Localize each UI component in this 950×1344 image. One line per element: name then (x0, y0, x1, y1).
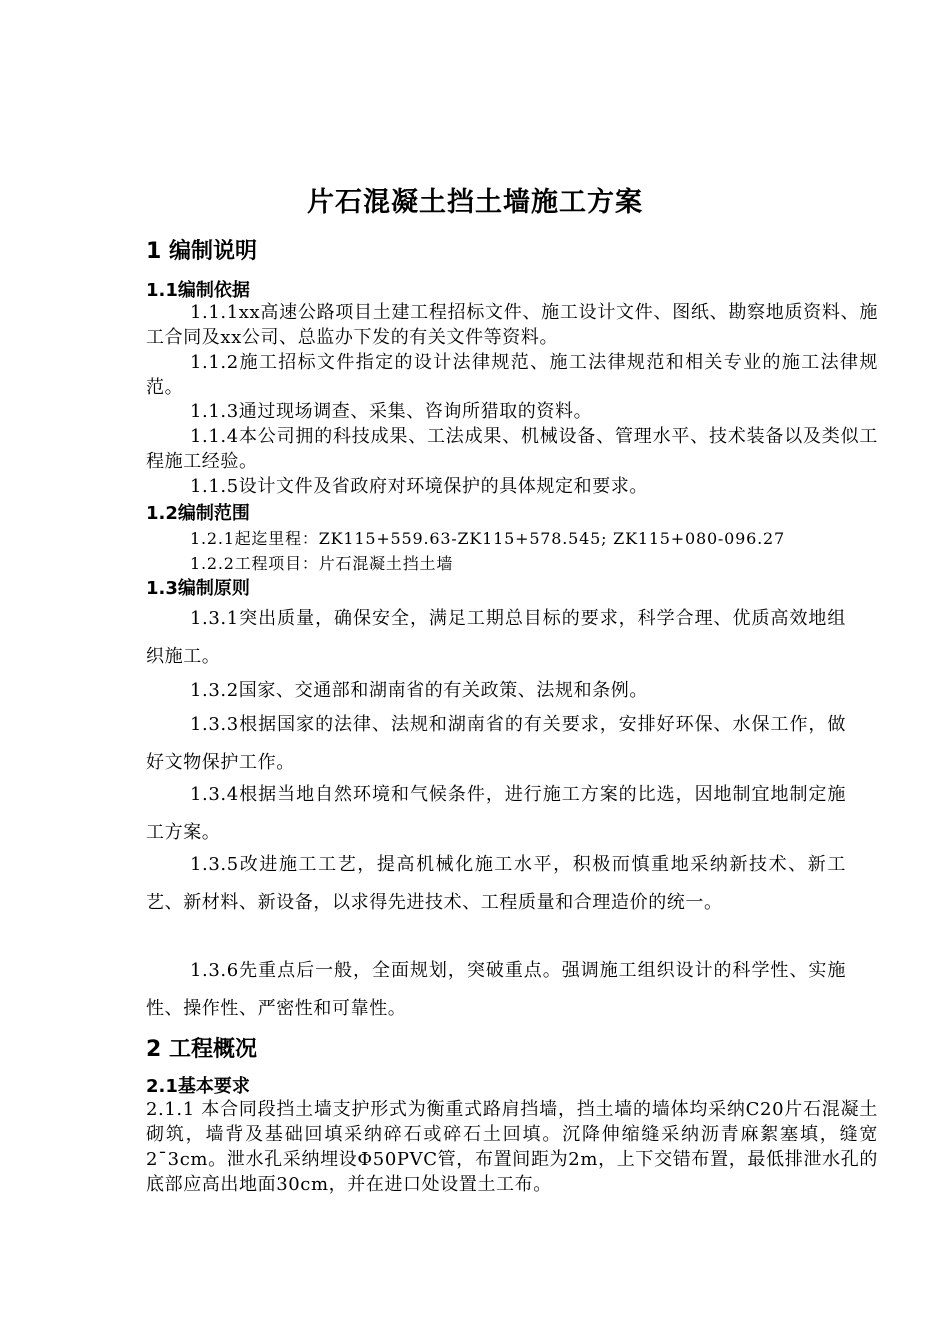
paragraph-1-3-3: 1.3.3根据国家的法律、法规和湖南省的有关要求，安排好环保、水保工作，做好文物保护工作。 (146, 714, 846, 773)
paragraph-1-1-1: 1.1.1xx高速公路项目土建工程招标文件、施工设计文件、图纸、勘察地质资料、施工合同及xx公司、总监办下发的有关文件等资料。 (146, 302, 878, 348)
paragraph-1-2-2-prefix: 1.2.2工程项目： (190, 554, 319, 573)
paragraph-1-3-1: 1.3.1突出质量，确保安全，满足工期总目标的要求，科学合理、优质高效地组织施工。 (146, 608, 846, 667)
paragraph-1-1-4: 1.1.4本公司拥的科技成果、工法成果、机械设备、管理水平、技术装备以及类似工程施工经验。 (146, 426, 878, 472)
section-2-heading: 2 工程概况 (146, 1037, 257, 1062)
paragraph-1-3-2: 1.3.2国家、交通部和湖南省的有关政策、法规和条例。 (190, 680, 648, 701)
paragraph-1-3-5: 1.3.5改进施工工艺，提高机械化施工水平，积极而慎重地采纳新技术、新工艺、新材料、新设备，以求得先进技术、工程质量和合理造价的统一。 (146, 854, 846, 913)
paragraph-1-1-2: 1.1.2施工招标文件指定的设计法律规范、施工法律规范和相关专业的施工法律规范。 (146, 352, 878, 398)
paragraph-1-2-2 (190, 551, 453, 574)
section-2-1-heading: 2.1基本要求 (146, 1076, 250, 1097)
document-title: 片石混凝土挡土墙施工方案 (307, 187, 643, 218)
paragraph-1-2-1: 1.2.1起迄里程：ZK115+559.63-ZK115+578.545; ZK115+080-096.27 (190, 529, 785, 548)
paragraph-2-1-1: 2.1.1 本合同段挡土墙支护形式为衡重式路肩挡墙，挡土墙的墙体均采纳C20片石混凝土砌筑，墙背及基础回填采纳碎石或碎石土回填。沉降伸缩缝采纳沥青麻絮塞填，缝宽2¯3cm。泄水孔采纳埋设Φ50PVC管，布置间距为2m，上下交错布置，最低排泄水孔的底部应高出地面30cm，并在进口处设置土工布。 (146, 1099, 878, 1195)
paragraph-1-3-6: 1.3.6先重点后一般，全面规划，突破重点。强调施工组织设计的科学性、实施性、操作性、严密性和可靠性。 (146, 960, 846, 1019)
paragraph-1-3-4: 1.3.4根据当地自然环境和气候条件，进行施工方案的比选，因地制宜地制定施工方案。 (146, 784, 846, 843)
paragraph-1-1-3: 1.1.3通过现场调查、采集、咨询所猎取的资料。 (190, 401, 593, 422)
section-1-heading: 1 编制说明 (146, 239, 257, 264)
section-1-1-heading: 1.1编制依据 (146, 280, 250, 301)
paragraph-1-1-5: 1.1.5设计文件及省政府对环境保护的具体规定和要求。 (190, 476, 648, 497)
paragraph-1-2-2-value: 片石混凝土挡土墙 (318, 554, 454, 573)
section-1-2-heading: 1.2编制范围 (146, 503, 250, 524)
section-1-3-heading: 1.3编制原则 (146, 578, 250, 599)
